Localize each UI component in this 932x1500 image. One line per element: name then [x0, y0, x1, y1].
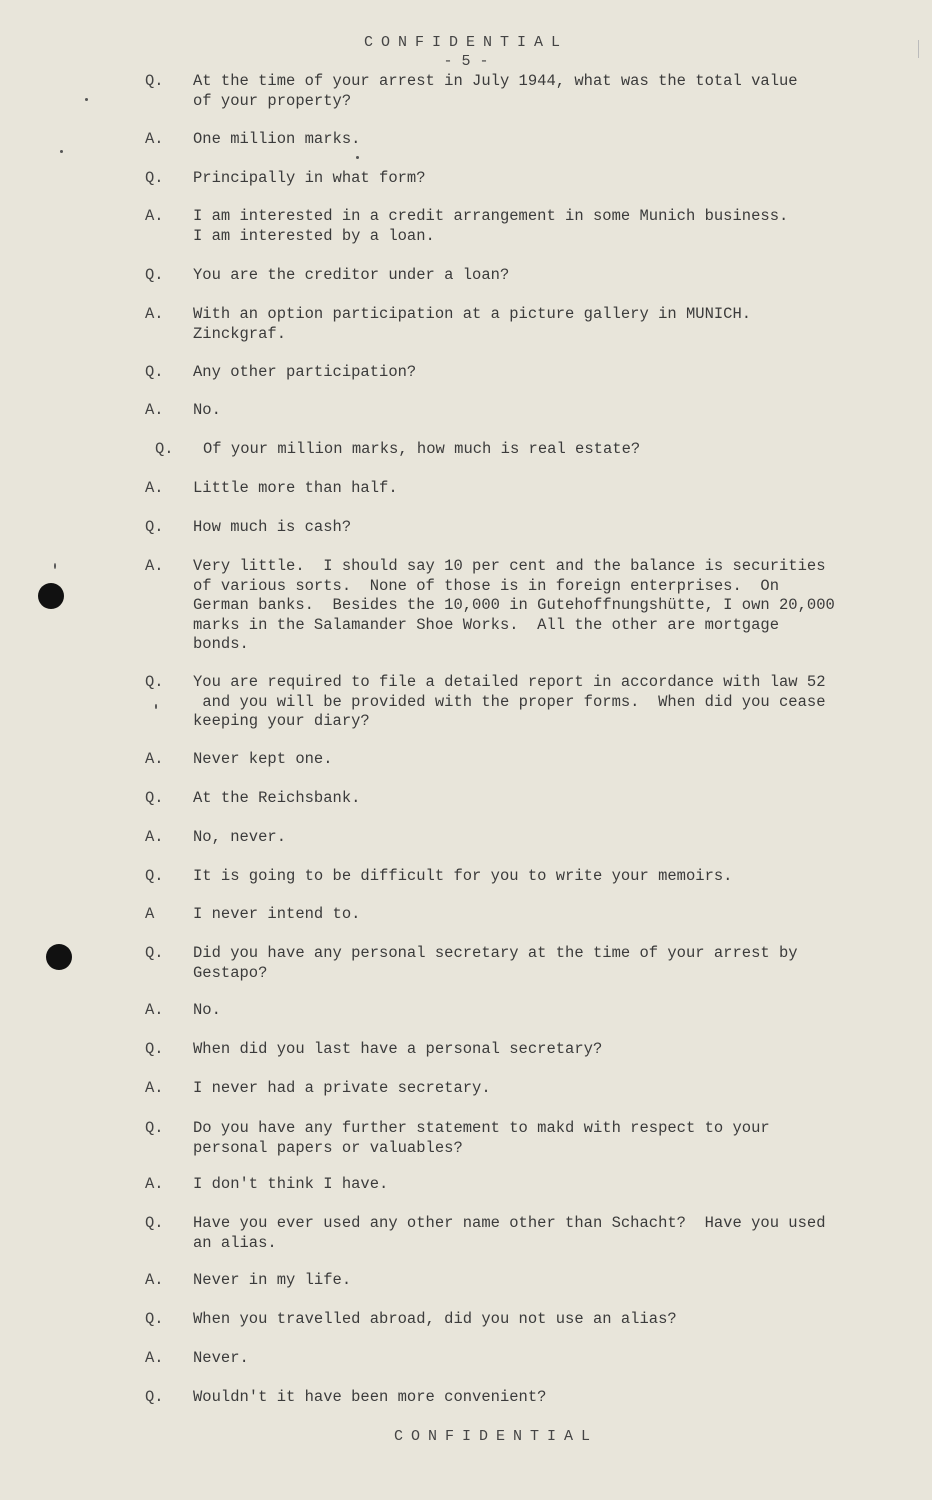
entry-text: Any other participation? — [193, 363, 417, 381]
speaker-marker: Q. — [145, 72, 164, 90]
entry-text: Principally in what form? — [193, 169, 426, 187]
entry-text: Never. — [193, 1349, 249, 1367]
entry-text: With an option participation at a picture gallery in MUNICH. Zinckgraf. — [193, 305, 752, 343]
entry-text: You are the creditor under a loan? — [193, 266, 510, 284]
entry-text: I never had a private secretary. — [193, 1079, 491, 1097]
entry-text: How much is cash? — [193, 518, 352, 536]
speaker-marker: A. — [145, 1349, 164, 1367]
entry-text: No. — [193, 1001, 221, 1019]
speaker-marker: Q. — [145, 1119, 164, 1137]
paper-speck — [60, 150, 63, 153]
entry-text: At the Reichsbank. — [193, 789, 361, 807]
speaker-marker: Q. — [155, 440, 174, 458]
paper-speck — [85, 98, 88, 101]
speaker-marker: A. — [145, 828, 164, 846]
speaker-marker: A. — [145, 1175, 164, 1193]
entry-text: Wouldn't it have been more convenient? — [193, 1388, 547, 1406]
speaker-marker: Q. — [145, 363, 164, 381]
speaker-marker: A. — [145, 207, 164, 225]
entry-text: It is going to be difficult for you to write your memoirs. — [193, 867, 733, 885]
speaker-marker: Q. — [145, 169, 164, 187]
paper-speck — [54, 563, 56, 569]
speaker-marker: A. — [145, 1079, 164, 1097]
speaker-marker: A. — [145, 1001, 164, 1019]
speaker-marker: Q. — [145, 789, 164, 807]
entry-text: Very little. I should say 10 per cent and the balance is securities of various sorts. None of those is in foreign enterprises. On German banks. Besides the 10,000 in Gutehoffnungshütte, I own 20,000 marks in the Salamander Shoe Works. All the other are mortgage bonds. — [193, 557, 835, 653]
entry-text: Never kept one. — [193, 750, 333, 768]
speaker-marker: Q. — [145, 1040, 164, 1058]
speaker-marker: A. — [145, 750, 164, 768]
speaker-marker: A. — [145, 130, 164, 148]
footer-title: CONFIDENTIAL — [393, 1428, 599, 1445]
paper-speck — [356, 156, 359, 159]
speaker-marker: A. — [145, 479, 164, 497]
entry-text: When you travelled abroad, did you not use an alias? — [193, 1310, 677, 1328]
speaker-marker: A. — [145, 1271, 164, 1289]
punch-hole — [38, 583, 64, 609]
speaker-marker: Q. — [145, 1310, 164, 1328]
punch-hole — [46, 944, 72, 970]
speaker-marker: Q. — [145, 266, 164, 284]
entry-text: One million marks. — [193, 130, 361, 148]
entry-text: You are required to file a detailed report in accordance with law 52 and you will be provided with the proper forms. When did you cease keeping your diary? — [193, 673, 826, 730]
entry-text: When did you last have a personal secretary? — [193, 1040, 603, 1058]
speaker-marker: Q. — [145, 518, 164, 536]
entry-text: Never in my life. — [193, 1271, 352, 1289]
speaker-marker: A. — [145, 557, 164, 575]
speaker-marker: A — [145, 905, 155, 923]
entry-text: At the time of your arrest in July 1944, what was the total value of your property? — [193, 72, 798, 110]
speaker-marker: Q. — [145, 944, 164, 962]
speaker-marker: Q. — [145, 1214, 164, 1232]
speaker-marker: A. — [145, 401, 164, 419]
entry-text: I am interested in a credit arrangement in some Munich business. I am interested by a loan. — [193, 207, 789, 245]
entry-text: Of your million marks, how much is real estate? — [203, 440, 641, 458]
entry-text: No. — [193, 401, 221, 419]
paper-speck — [155, 704, 157, 709]
header-title: CONFIDENTIAL — [363, 34, 569, 51]
speaker-marker: Q. — [145, 1388, 164, 1406]
speaker-marker: Q. — [145, 673, 164, 691]
paper-edge-mark — [918, 40, 919, 58]
entry-text: Do you have any further statement to makd with respect to your personal papers or valuables? — [193, 1119, 770, 1157]
entry-text: I never intend to. — [193, 905, 361, 923]
entry-text: Have you ever used any other name other than Schacht? Have you used an alias. — [193, 1214, 826, 1252]
speaker-marker: Q. — [145, 867, 164, 885]
page-number: - 5 - — [443, 53, 489, 70]
entry-text: Did you have any personal secretary at the time of your arrest by Gestapo? — [193, 944, 798, 982]
entry-text: Little more than half. — [193, 479, 398, 497]
entry-text: I don't think I have. — [193, 1175, 389, 1193]
entry-text: No, never. — [193, 828, 287, 846]
speaker-marker: A. — [145, 305, 164, 323]
